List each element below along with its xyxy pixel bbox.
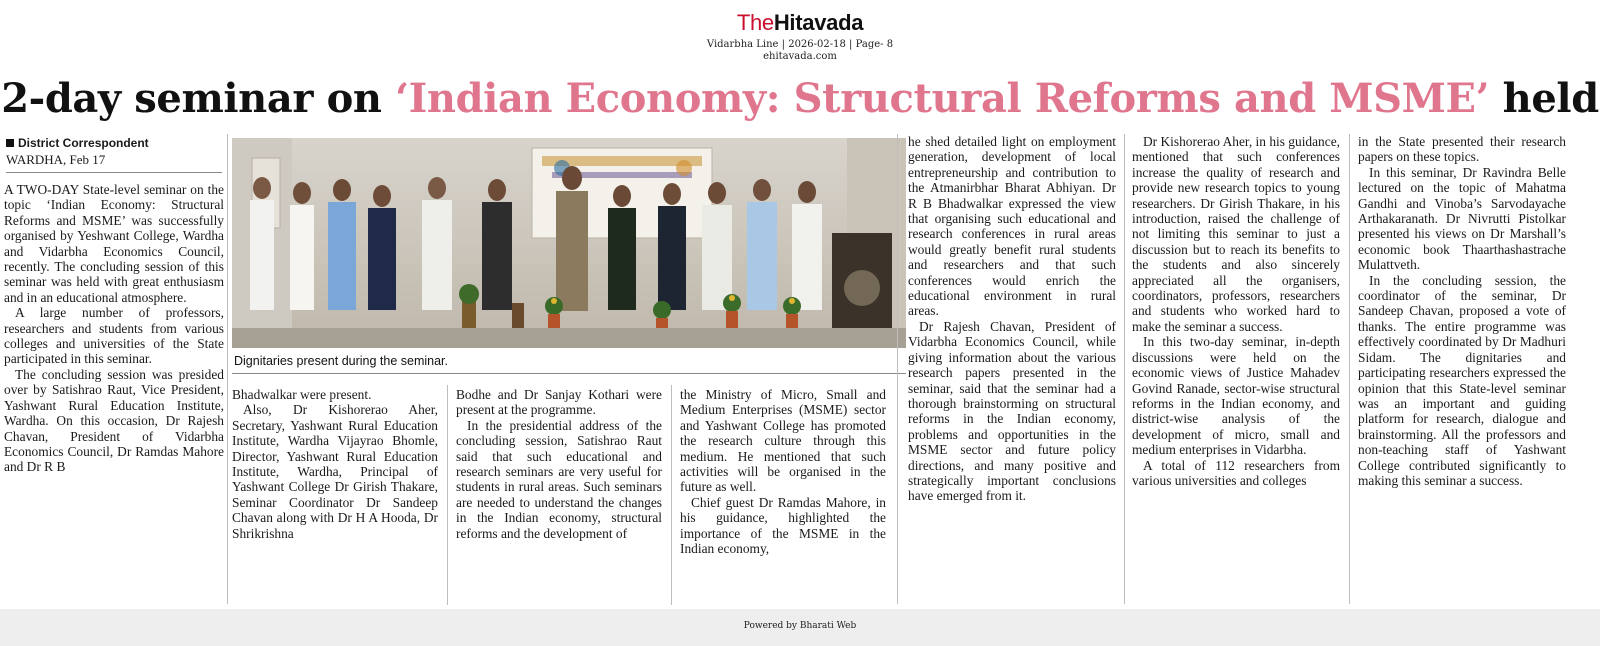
paragraph: Bhadwalkar were present. xyxy=(232,387,372,402)
newspaper-logo[interactable] xyxy=(0,10,1600,36)
byline xyxy=(6,136,222,173)
paragraph: In the concluding session, the coordinator of the seminar, Dr Sandeep Chavan, proposed a vote of thanks. The entire programme was effectively coordinated by Dr Madhuri Sidam. The dignitaries and participating researchers expressed the opinion that this State-level seminar was an important and guiding platform for research, dialogue and brainstorming. All the professors and non-teaching staff of Yashwant College contributed significantly to making this seminar a success. xyxy=(1358,272,1566,488)
paragraph: Chief guest Dr Ramdas Mahore, in his guidance, highlighted the importance of the MSME in the Indian economy, xyxy=(680,494,886,557)
paragraph: the Ministry of Micro, Small and Medium Enterprises (MSME) sector and Yashwant College has promoted the research culture through this medium. He mentioned that such activities will be organised in the future as well. xyxy=(680,387,886,495)
column-divider xyxy=(227,134,228,604)
column-divider xyxy=(1349,134,1350,604)
dateline: WARDHA, Feb 17 xyxy=(6,152,106,167)
paragraph: in the State presented their research papers on these topics. xyxy=(1358,134,1566,165)
paragraph: A total of 112 researchers from various universities and colleges xyxy=(1132,457,1340,488)
paragraph: Dr Kishorerao Aher, in his guidance, mentioned that such conferences increase the quality of research and provide new research topics to young researchers. Dr Girish Thakare, in his introduction, raised the challenge of not limiting this seminar to just a discussion but to reach its benefits to the students and also sincerely appreciated all the organisers, coordinators, professors, researchers and students who worked hard to make the seminar a success. xyxy=(1132,134,1340,334)
column-divider xyxy=(1124,134,1125,604)
paragraph: The concluding session was presided over by Satishrao Raut, Vice President, Yashwant Rural Education Institute, Wardha. On this occasion, Dr Rajesh Chavan, President of Vidarbha Economics Council, Dr Ramdas Mahore and Dr R B xyxy=(4,366,224,475)
logo-the: The xyxy=(736,10,774,35)
column-divider xyxy=(897,134,898,604)
article-column-4 xyxy=(680,387,886,556)
column-divider xyxy=(671,385,672,605)
headline-part-2: held xyxy=(1489,75,1599,122)
photo-caption: Dignitaries present during the seminar. xyxy=(234,354,449,368)
paragraph: A large number of professors, researchers and students from various colleges and universities of the State participated in this seminar. xyxy=(4,305,224,367)
paragraph: In this two-day seminar, in-depth discussions were held on the economic views of Justice Mahadev Govind Ranade, sector-wise structural reforms in the Indian economy, and district-wise analysis of the development of micro, small and medium enterprises in Vidarbha. xyxy=(1132,334,1340,458)
article-column-2 xyxy=(232,387,438,541)
paragraph: he shed detailed light on employment generation, development of local entrepreneurship and contribution to the Atmanirbhar Bharat Abhiyan. Dr R B Bhadwalkar expressed the view that organising such educational and research conferences in rural areas would greatly benefit rural students and researchers and that such conferences would enrich the educational environment in rural areas. xyxy=(908,134,1116,319)
site-link[interactable]: ehitavada.com xyxy=(763,51,837,62)
paragraph: Bodhe and Dr Sanjay Kothari were present at the programme. xyxy=(456,387,662,418)
paragraph: In the presidential address of the concluding session, Satishrao Raut said that such educational and research seminars are very useful for students in rural areas. Such seminars are needed to understand the changes in the Indian economy, structural reforms and the development of xyxy=(456,417,662,541)
bullet-square-icon xyxy=(6,139,14,147)
dignitaries-photo-illustration xyxy=(232,138,906,348)
headline-part-1: 2-day seminar on xyxy=(1,75,396,122)
article-column-1 xyxy=(4,182,224,475)
logo-name: Hitavada xyxy=(773,10,864,35)
powered-by-text[interactable]: Powered by Bharati Web xyxy=(743,621,857,631)
paragraph: Also, Dr Kishorerao Aher, Secretary, Yashwant Rural Education Institute, Wardha Vijayrao Bhomle, Director, Yashwant Rural Education Institute, Wardha, Principal of Yashwant College Dr Girish Thakare, Seminar Coordinator Dr Sandeep Chavan along with Dr H A Hooda, Dr Shrikrishna xyxy=(232,402,438,541)
article-column-7 xyxy=(1358,134,1566,488)
seminar-photo[interactable] xyxy=(232,138,906,348)
paragraph: A TWO-DAY State-level seminar on the topic ‘Indian Economy: Structural Reforms and MSME’ was successfully organised by Yeshwant College, Wardha and Vidarbha Economics Council, recently. The concluding session of this seminar was held with great enthusiasm and in an educational atmosphere. xyxy=(4,182,224,305)
column-divider xyxy=(447,385,448,605)
byline-rule xyxy=(6,172,222,173)
paragraph: Dr Rajesh Chavan, President of Vidarbha Economics Council, while giving information about the various research papers presented in the seminar, said that the seminar had a thorough brainstorming on structural reforms in the Indian economy, problems and opportunities in the MSME sector and future policy directions, and many positive and strategically important conclusions have emerged from it. xyxy=(908,318,1116,504)
article-column-3 xyxy=(456,387,662,541)
headline-highlight: ‘Indian Economy: Structural Reforms and MSME’ xyxy=(395,75,1490,122)
masthead xyxy=(0,10,1600,63)
article-column-5 xyxy=(908,134,1116,504)
caption-rule xyxy=(232,373,906,374)
footer-bar xyxy=(0,609,1600,646)
correspondent: District Correspondent xyxy=(18,136,149,150)
article-column-6 xyxy=(1132,134,1340,488)
article-headline xyxy=(0,72,1600,126)
paragraph: In this seminar, Dr Ravindra Belle lectured on the topic of Mahatma Gandhi and Vinoba’s Sarvodayache Arthakaranath. Dr Nivrutti Pistolkar presented his views on Dr Marshall’s economic book Thaarthashastrache Mulattveth. xyxy=(1358,164,1566,273)
edition-meta: Vidarbha Line | 2026-02-18 | Page- 8 xyxy=(706,39,894,50)
